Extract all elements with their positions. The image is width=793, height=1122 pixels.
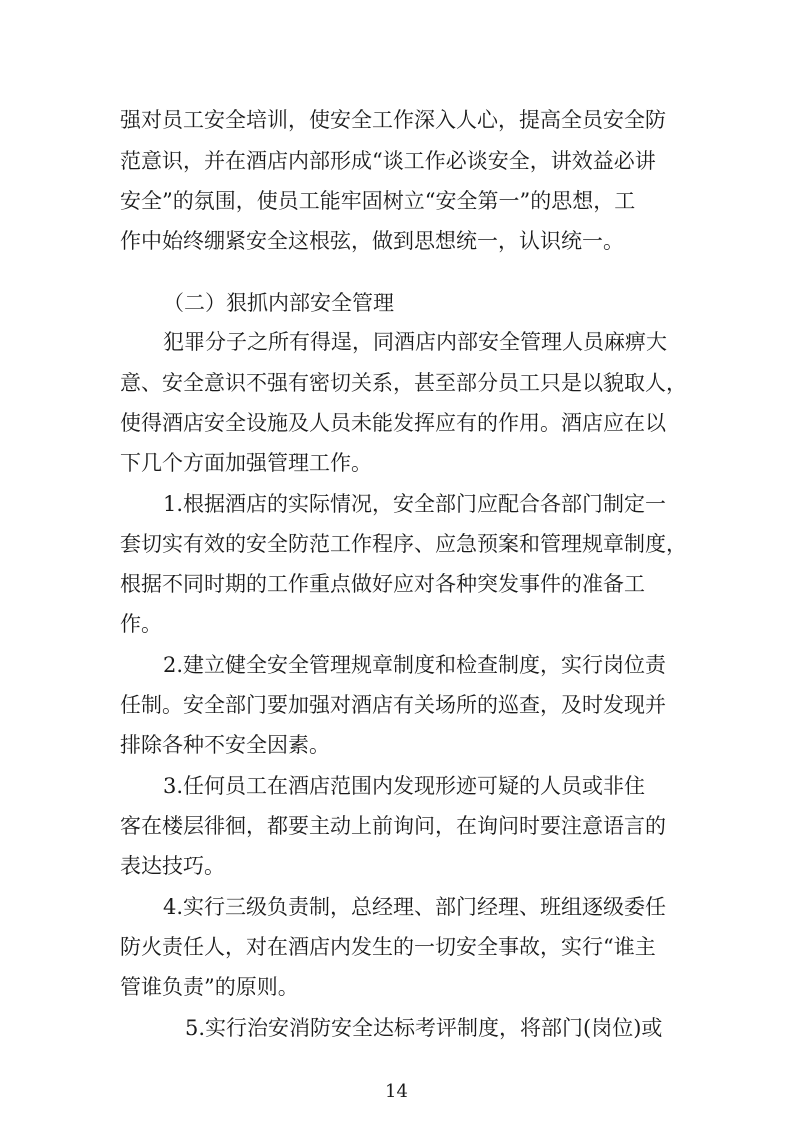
list-item-line: 5.实行治安消防安全达标考评制度，将部门(岗位)或 [185,1016,663,1040]
body-text-line: 使得酒店安全设施及人员未能发挥应有的作用。酒店应在以 [120,411,666,435]
body-text-line: 管谁负责”的原则。 [120,975,299,999]
list-item-line: 4.实行三级负责制，总经理、部门经理、班组逐级委任 [163,895,667,919]
list-item-line: 3.任何员工在酒店范围内发现形迹可疑的人员或非住 [163,774,646,798]
body-text-line: 防火责任人，对在酒店内发生的一切安全事故，实行“谁主 [120,935,656,959]
body-text-line: 客在楼层徘徊，都要主动上前询问，在询问时要注意语言的 [120,814,666,838]
list-item-line: 1.根据酒店的实际情况，安全部门应配合各部门制定一 [163,492,667,516]
body-text-line: 作。 [120,612,162,636]
body-text-line: 下几个方面加强管理工作。 [120,451,372,475]
section-heading: （二）狠抓内部安全管理 [163,291,394,315]
page-number: 14 [385,1081,408,1102]
body-text-line: 任制。安全部门要加强对酒店有关场所的巡查，及时发现并 [120,693,666,717]
body-text-line: 根据不同时期的工作重点做好应对各种突发事件的准备工 [120,572,645,596]
body-text-line: 套切实有效的安全防范工作程序、应急预案和管理规章制度， [120,532,687,556]
body-text-line: 犯罪分子之所有得逞，同酒店内部安全管理人员麻痹大 [163,330,667,354]
body-text-line: 表达技巧。 [120,854,225,878]
body-text-line: 作中始终绷紧安全这根弦，做到思想统一，认识统一。 [120,229,624,253]
body-text-line: 范意识，并在酒店内部形成“谈工作必谈安全，讲效益必讲 [120,149,656,173]
list-item-line: 2.建立健全安全管理规章制度和检查制度，实行岗位责 [163,653,667,677]
body-text-line: 排除各种不安全因素。 [120,733,330,757]
body-text-line: 意、安全意识不强有密切关系，甚至部分员工只是以貌取人， [120,371,687,395]
body-text-line: 强对员工安全培训，使安全工作深入人心，提高全员安全防 [120,108,666,132]
body-text-line: 安全”的氛围，使员工能牢固树立“安全第一”的思想，工 [120,189,636,213]
